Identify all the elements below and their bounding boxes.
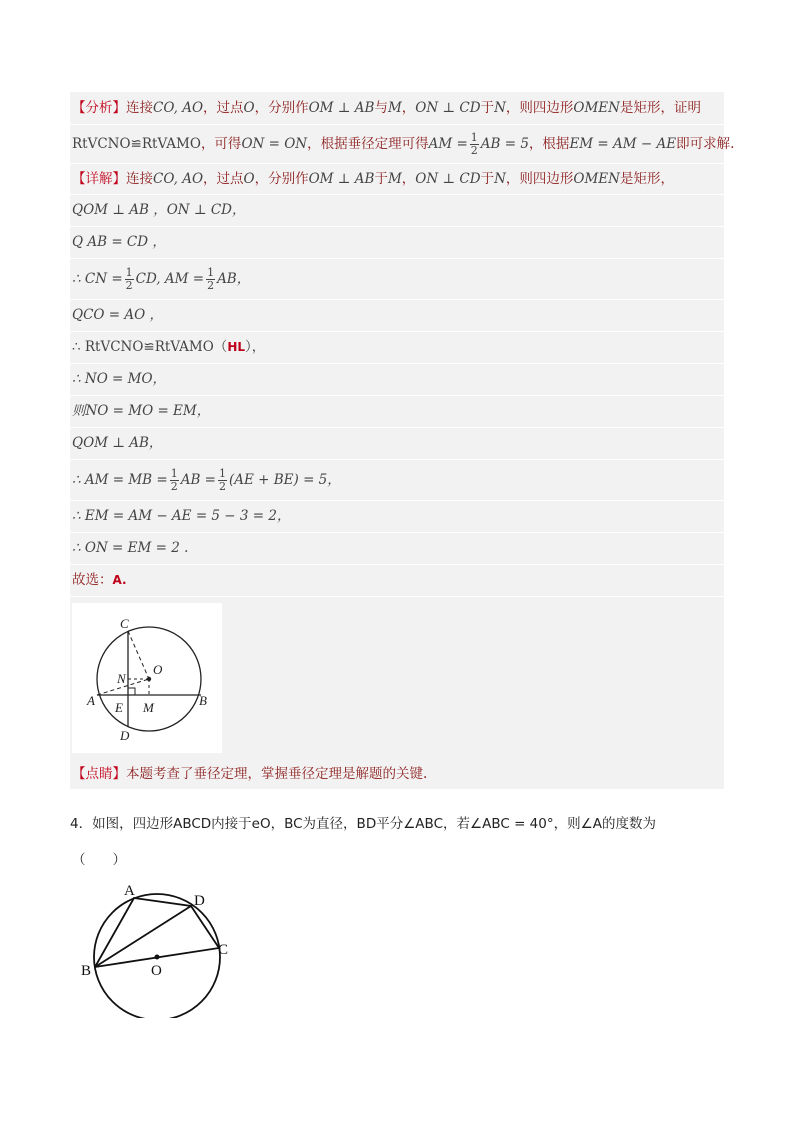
numerator: 1 — [470, 130, 478, 144]
detail-step-1 — [70, 195, 724, 226]
right-angle-mark — [128, 688, 135, 695]
math: QCO = AO ， — [72, 307, 163, 324]
detail-step-7 — [70, 396, 724, 427]
math: ∴ CN = — [72, 270, 123, 287]
text: ， — [401, 170, 416, 187]
text: 是矩形， — [619, 170, 674, 187]
fraction — [470, 132, 479, 156]
comment-line — [70, 759, 724, 789]
denominator: 2 — [170, 479, 178, 493]
comment-text: 本题考查了垂径定理，掌握垂径定理是解题的关键. — [126, 765, 428, 782]
math: ∴ EM = AM − AE = 5 − 3 = 2， — [72, 508, 291, 525]
denominator: 2 — [125, 278, 133, 292]
denominator: 2 — [207, 278, 215, 292]
text: ，过点 — [203, 99, 244, 116]
math: (AE + BE) = 5， — [228, 471, 341, 488]
numerator: 1 — [218, 466, 226, 480]
detail-step-6 — [70, 364, 724, 395]
detail-step-8 — [70, 428, 724, 459]
math: AB， — [217, 270, 251, 287]
math: OMEN — [573, 170, 620, 187]
text: ，根据垂径定理可得 — [307, 135, 429, 152]
label-o: O — [151, 963, 162, 979]
label-c: C — [120, 616, 129, 631]
numerator: 1 — [170, 466, 178, 480]
math: OM ⊥ AB — [308, 99, 375, 116]
analysis-line-2 — [70, 125, 735, 163]
math: Q AB = CD ， — [72, 234, 166, 251]
math: AB = 5 — [480, 135, 529, 152]
answer-prefix: 故选： — [72, 572, 113, 589]
math: EM = AM − AE — [569, 135, 677, 152]
label-a: A — [124, 883, 135, 899]
center-point — [147, 677, 151, 681]
math: N — [494, 170, 506, 187]
text: 于 — [374, 170, 388, 187]
detail-step-10 — [70, 501, 724, 532]
math: M — [387, 99, 402, 116]
math: ON ⊥ CD — [415, 170, 481, 187]
detail-tag: 【详解】 — [72, 170, 126, 187]
math: CO, AO — [153, 99, 204, 116]
text: 于 — [480, 99, 495, 116]
circle-chord-diagram — [72, 603, 222, 753]
fraction — [206, 267, 215, 291]
denominator: 2 — [218, 479, 226, 493]
text: 与 — [374, 99, 388, 116]
math: CD, AM = — [135, 270, 205, 287]
math: OMEN — [573, 99, 620, 116]
numerator: 1 — [125, 265, 133, 279]
detail-step-3 — [70, 259, 724, 299]
math: ∴ AM = MB = — [72, 471, 168, 488]
detail-step-5 — [70, 332, 724, 363]
analysis-tag: 【分析】 — [72, 99, 126, 116]
detail-line-1 — [70, 164, 724, 194]
text: ，过点 — [203, 170, 244, 187]
math: AB = — [180, 471, 216, 488]
text: 是矩形，证明 — [619, 99, 701, 116]
label-c: C — [218, 942, 229, 958]
math: AM = — [428, 135, 468, 152]
text: ，分别作 — [254, 170, 309, 187]
label-m: M — [143, 700, 154, 715]
denominator: 2 — [470, 143, 478, 157]
text: 于 — [480, 170, 495, 187]
label-d: D — [120, 728, 130, 743]
label-b: B — [81, 963, 92, 979]
math: ）， — [245, 339, 266, 356]
label-d: D — [194, 893, 205, 909]
solution-block — [70, 92, 735, 790]
math: M — [387, 170, 402, 187]
figure-1-card — [72, 603, 222, 753]
fraction — [125, 267, 134, 291]
text: ，可得 — [200, 135, 242, 152]
analysis-line-1 — [70, 92, 724, 124]
fraction — [170, 468, 179, 492]
figure-1-container — [70, 597, 724, 759]
math: RtVCNO≌RtVAMO — [72, 135, 201, 152]
text: 连接 — [126, 170, 153, 187]
text: ，分别作 — [254, 99, 309, 116]
inscribed-quadrilateral-diagram — [78, 878, 238, 1018]
answer-line — [70, 565, 724, 596]
math: O — [243, 170, 255, 187]
text: 连接 — [126, 99, 153, 116]
math: N — [494, 99, 506, 116]
text: ，则四边形 — [505, 99, 574, 116]
label-o: O — [153, 662, 163, 677]
segment-co — [128, 631, 149, 679]
math: ∴ RtVCNO≌RtVAMO（ — [72, 339, 228, 356]
text: 即可求解. — [676, 135, 735, 152]
detail-step-4 — [70, 300, 724, 331]
text: ， — [401, 99, 416, 116]
question-4-text: 4．如图，四边形ABCD内接于eO，BC为直径，BD平分∠ABC，若∠ABC = 40°，则∠A的度数为 — [70, 816, 656, 832]
math: ON = ON — [241, 135, 308, 152]
hl-label: HL — [227, 340, 246, 355]
math: CO, AO — [153, 170, 204, 187]
numerator: 1 — [207, 265, 215, 279]
text: ，则四边形 — [505, 170, 574, 187]
comment-tag: 【点睛】 — [72, 765, 126, 782]
math: 则NO = MO = EM， — [72, 403, 211, 420]
detail-step-9 — [70, 460, 724, 500]
math: QOM ⊥ AB， — [72, 435, 163, 452]
math: ∴ ON = EM = 2 . — [72, 540, 189, 557]
label-b: B — [199, 693, 207, 708]
detail-step-11 — [70, 533, 724, 564]
math: ON ⊥ CD — [415, 99, 481, 116]
answer-value: A. — [112, 573, 127, 588]
fraction — [218, 468, 227, 492]
math: O — [243, 99, 255, 116]
label-n: N — [117, 671, 126, 686]
math: QOM ⊥ AB ，ON ⊥ CD， — [72, 202, 246, 219]
math: OM ⊥ AB — [308, 170, 375, 187]
detail-step-2 — [70, 227, 724, 258]
text: ，根据 — [528, 135, 570, 152]
label-e: E — [115, 700, 123, 715]
math: ∴ NO = MO， — [72, 371, 167, 388]
answer-blank: （ ） — [72, 852, 126, 868]
label-a: A — [87, 693, 95, 708]
center-point — [155, 955, 160, 960]
